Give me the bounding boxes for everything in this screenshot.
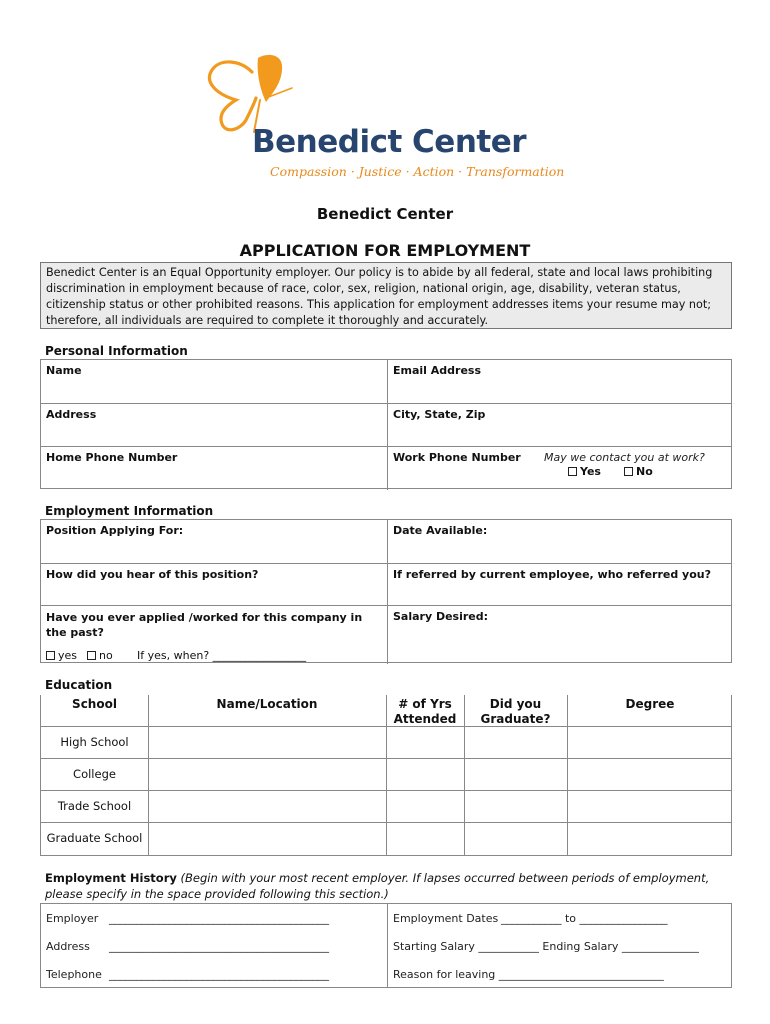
employer-address-label: Address [46, 940, 90, 953]
table-row [41, 605, 731, 664]
checkbox-icon[interactable] [624, 467, 633, 476]
employer-field[interactable]: ________________________________________ [109, 912, 329, 925]
email-label: Email Address [393, 364, 482, 377]
personal-info-table [40, 359, 732, 489]
employment-info-table [40, 519, 732, 663]
salary-desired-field[interactable] [387, 606, 733, 664]
personal-info-heading: Personal Information [45, 344, 188, 358]
employment-history-note: (Begin with your most recent employer. If lapses occurred between periods of employment, please specify in the space provided following this section.) [45, 871, 710, 901]
date-available-label: Date Available: [393, 524, 488, 537]
employment-info-heading: Employment Information [45, 504, 214, 518]
education-row-trade-school[interactable] [41, 790, 731, 822]
position-label: Position Applying For: [46, 524, 184, 537]
employer-telephone-label: Telephone [46, 968, 102, 981]
contact-no-option[interactable]: No [624, 465, 653, 478]
table-row [41, 446, 731, 490]
applied-no-option[interactable]: no [87, 649, 113, 662]
work-phone-label: Work Phone Number [393, 451, 521, 464]
name-label: Name [46, 364, 82, 377]
column-header-graduate: Did you Graduate? [480, 697, 551, 726]
employer-telephone-field[interactable]: ________________________________________ [109, 968, 329, 981]
logo-tagline: Compassion · Justice · Action · Transformation [270, 164, 565, 179]
name-field[interactable] [41, 360, 387, 403]
table-row [41, 360, 731, 403]
logo-wordmark: Benedict Center [252, 124, 527, 160]
how-heard-field[interactable] [41, 564, 387, 605]
checkbox-icon[interactable] [87, 651, 96, 660]
education-heading: Education [45, 678, 113, 692]
column-header-school: School [72, 697, 117, 711]
school-type-label: Trade School [57, 799, 132, 813]
education-row-college[interactable] [41, 758, 731, 790]
employment-history-title: Employment History [45, 871, 177, 885]
salary-desired-label: Salary Desired: [393, 610, 489, 623]
reason-for-leaving-field[interactable]: Reason for leaving ______________________________ [393, 968, 664, 981]
applied-before-label: Have you ever applied /worked for this company in the past? [46, 611, 363, 639]
applied-before-field [41, 606, 387, 664]
date-available-field[interactable] [387, 520, 733, 563]
school-type-label: Graduate School [46, 831, 143, 845]
salary-range-field[interactable]: Starting Salary ___________ Ending Salary ______________ [393, 940, 699, 953]
employment-dates-label: Employment Dates [393, 912, 499, 925]
employment-history-heading [45, 870, 735, 902]
education-row-high-school[interactable] [41, 726, 731, 758]
org-title: Benedict Center [316, 205, 454, 223]
column-header-degree: Degree [625, 697, 675, 711]
contact-yes-option[interactable]: Yes [568, 465, 601, 478]
employment-dates-field[interactable]: ___________ to ________________ [501, 912, 668, 925]
employment-history-table [40, 903, 732, 988]
school-type-label: College [73, 767, 116, 781]
city-state-zip-field[interactable] [387, 404, 733, 446]
contact-at-work-question: May we contact you at work? [544, 451, 705, 464]
history-row [41, 932, 731, 960]
checkbox-icon[interactable] [568, 467, 577, 476]
position-field[interactable] [41, 520, 387, 563]
checkbox-icon[interactable] [46, 651, 55, 660]
referred-by-label: If referred by current employee, who referred you? [393, 568, 711, 581]
employer-label: Employer [46, 912, 99, 925]
column-header-years: # of Yrs Attended [393, 697, 457, 726]
employer-address-field[interactable]: ________________________________________ [109, 940, 329, 953]
table-row [41, 563, 731, 605]
form-title: APPLICATION FOR EMPLOYMENT [239, 241, 531, 260]
city-state-zip-label: City, State, Zip [393, 408, 486, 421]
work-phone-field[interactable] [387, 447, 733, 490]
table-row [41, 403, 731, 446]
applied-when-field[interactable]: If yes, when? _________________ [137, 649, 307, 662]
column-header-name-location: Name/Location [216, 697, 318, 711]
home-phone-label: Home Phone Number [46, 451, 178, 464]
school-type-label: High School [60, 735, 129, 749]
applied-yes-option[interactable]: yes [46, 649, 77, 662]
address-label: Address [46, 408, 97, 421]
home-phone-field[interactable] [41, 447, 387, 490]
history-row [41, 904, 731, 932]
referred-by-field[interactable] [387, 564, 733, 605]
benedict-center-logo [196, 50, 576, 190]
history-row [41, 960, 731, 988]
table-row [41, 520, 731, 563]
education-row-graduate-school[interactable] [41, 822, 731, 855]
email-field[interactable] [387, 360, 733, 403]
how-heard-label: How did you hear of this position? [46, 568, 259, 581]
eoe-statement: Benedict Center is an Equal Opportunity employer. Our policy is to abide by all federal, state and local laws prohibiting discrimination in employment because of race, color, sex, religion, national origin, age, disability, veteran status, citizenship status or other prohibited reasons. This application for employment addresses items your resume may not; therefore, all individuals are required to complete it thoroughly and accurately. [40, 262, 732, 329]
education-table [40, 695, 732, 856]
address-field[interactable] [41, 404, 387, 446]
